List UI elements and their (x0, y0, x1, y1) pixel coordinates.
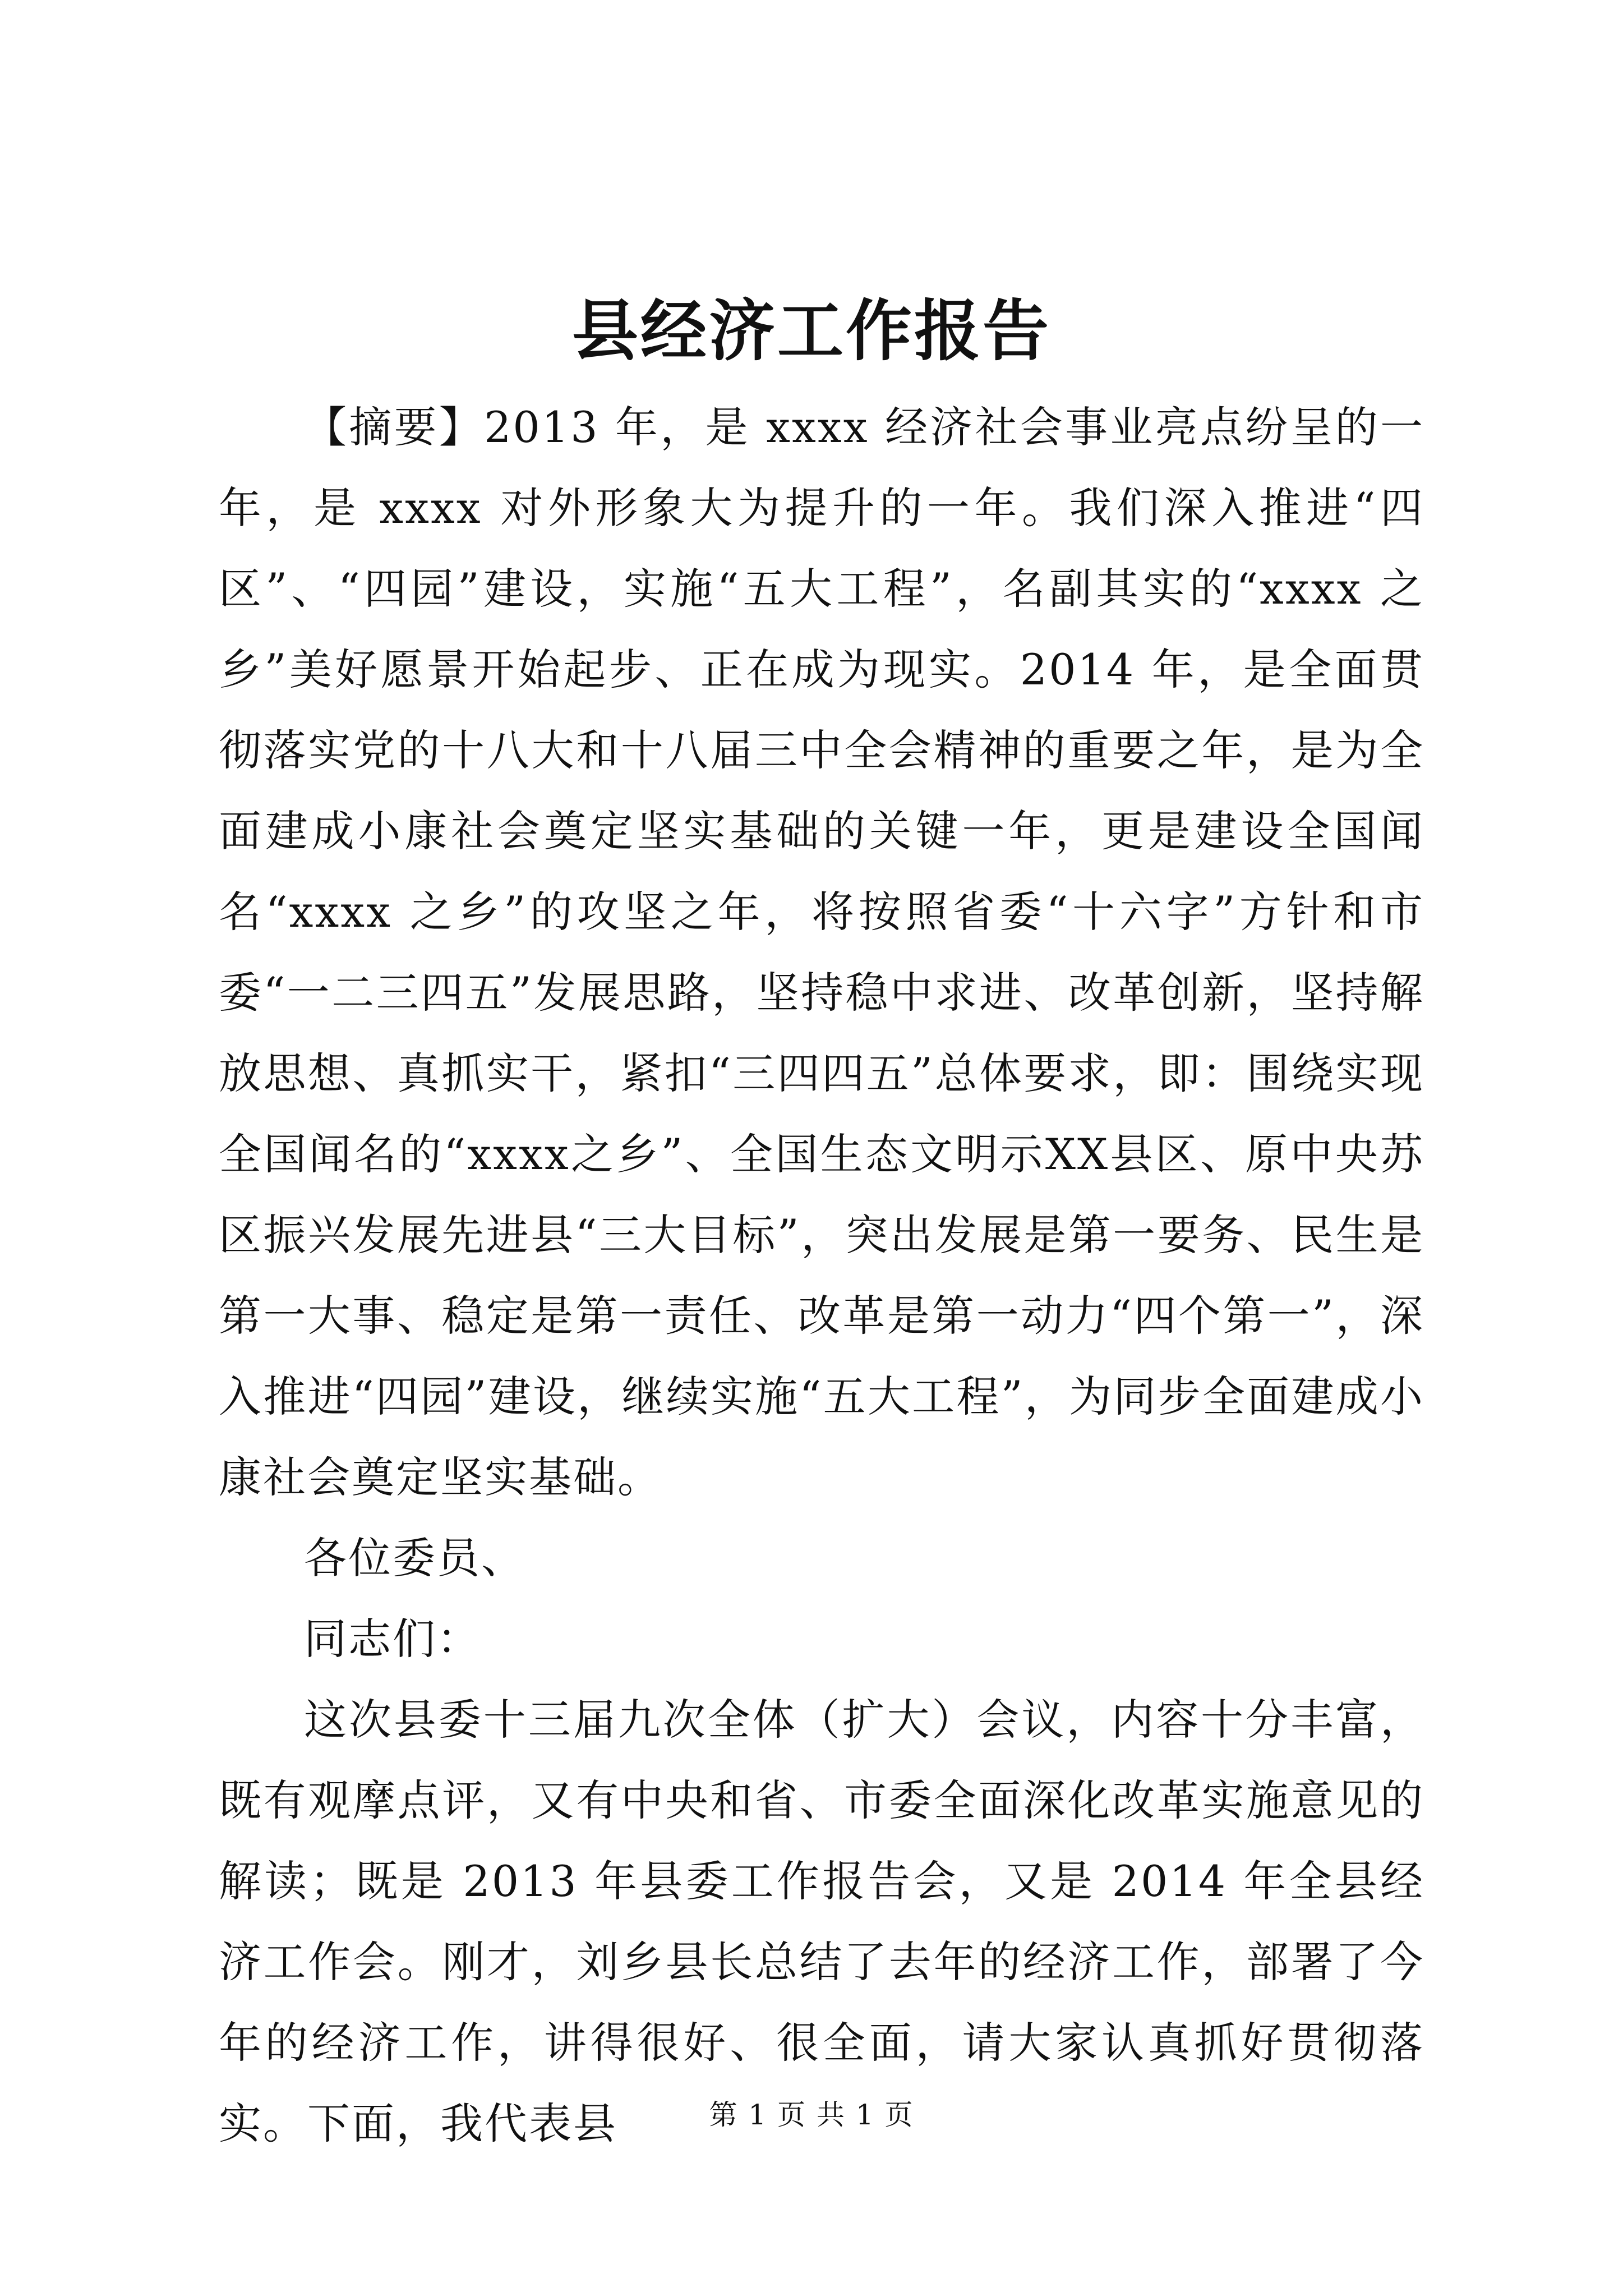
body-paragraph: 这次县委十三届九次全体（扩大）会议，内容十分丰富，既有观摩点评，又有中央和省、市委全面深化改革实施意见的解读；既是 2013 年县委工作报告会，又是 2014 年全县经济工作会。刚才，刘乡县长总结了去年的经济工作，部署了今年的经济工作，讲得很好、很全面，请大家认真抓好贯彻落实。下面，我代表县 (219, 1695, 1424, 2148)
salutation-line-1: 各位委员、 (304, 1533, 525, 1583)
salutation-line-2: 同志们： (304, 1614, 481, 1664)
abstract-paragraph: 【摘要】2013 年，是 xxxx 经济社会事业亮点纷呈的一年，是 xxxx 对外形象大为提升的一年。我们深入推进“四区”、“四园”建设，实施“五大工程”，名副其实的“xxxx 之乡”美好愿景开始起步、正在成为现实。2014 年，是全面贯彻落实党的十八大和十八届三中全会精神的重要之年，是为全面建成小康社会奠定坚实基础的关键一年，更是建设全国闻名“xxxx 之乡”的攻坚之年，将按照省委“十六字”方针和市委“一二三四五”发展思路，坚持稳中求进、改革创新，坚持解放思想、真抓实干，紧扣“三四四五”总体要求，即：围绕实现全国闻名的“xxxx之乡”、全国生态文明示XX县区、原中央苏区振兴发展先进县“三大目标”，突出发展是第一要务、民生是第一大事、稳定是第一责任、改革是第一动力“四个第一”，深入推进“四园”建设，继续实施“五大工程”，为同步全面建成小康社会奠定坚实基础。 (219, 402, 1424, 1502)
document-body (219, 387, 1424, 2164)
page-footer: 第 1 页 共 1 页 (709, 2099, 914, 2131)
document-title: 县经济工作报告 (571, 292, 1051, 370)
